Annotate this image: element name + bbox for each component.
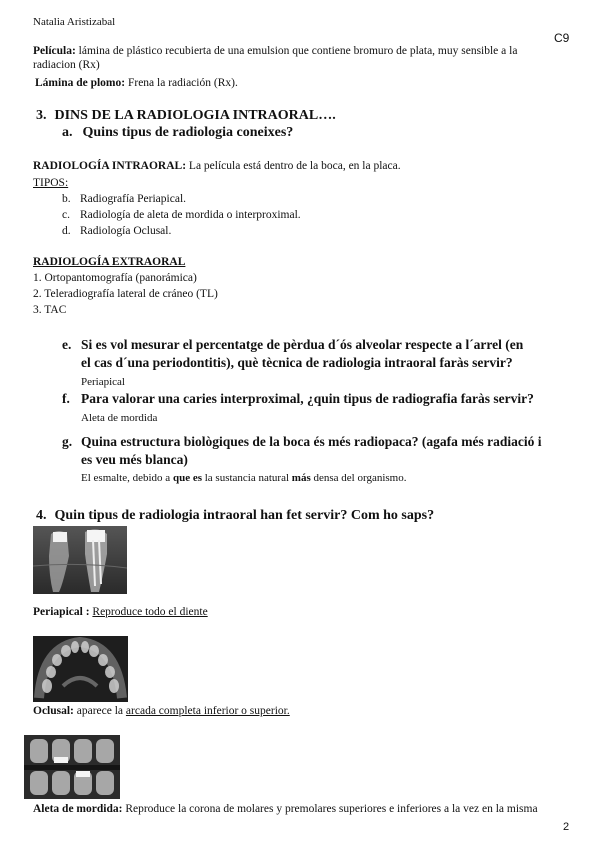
plomo-term: Lámina de plomo: [35,77,126,89]
periapical-xray-image [33,526,127,594]
list-item: 2. Teleradiografía lateral de cráneo (TL) [33,288,218,300]
pelicula-definition: Película: lámina de plástico recubierta de una emulsion que contiene bromuro de plata, muy sensible a la radiacion (Rx) [33,45,518,71]
list-item: 3. TAC [33,304,67,316]
bitewing-xray-image [24,735,120,799]
list-item: 1. Ortopantomografía (panorámica) [33,272,197,284]
page-number: 2 [563,821,570,833]
list-item: c. Radiología de aleta de mordida o interproximal. [62,209,301,221]
extraoral-list [33,271,218,319]
section4-heading: 4. Quin tipus de radiologia intraoral han fet servir? Com ho saps? [36,508,435,523]
bitewing-caption: Aleta de mordida: Reproduce la corona de molares y premolares superiores e inferiores a la vez en la misma [33,803,538,815]
pelicula-term: Película: [33,45,76,57]
answer-f: Aleta de mordida [81,412,158,424]
question-g: g. Quina estructura biològiques de la boca és més radiopaca? (agafa més radiació i es veu més blanca) [62,434,542,467]
question-a: a. Quins tipus de radiologia coneixes? [62,125,294,140]
question-e: e. Si es vol mesurar el percentatge de pèrdua d´ós alveolar respecte a l´arrel (en el cas d´una periodontitis), què tècnica de radiologia intraoral faràs servir? [62,337,524,370]
occlusal-xray-graphic [33,636,128,702]
extraoral-heading: RADIOLOGÍA EXTRAORAL [33,256,186,268]
author-name: Natalia Aristizabal [33,16,116,28]
answer-g: El esmalte, debido a que es la sustancia natural más densa del organismo. [81,472,407,484]
answer-e: Periapical [81,376,125,388]
occlusal-xray-image [33,636,128,702]
question-f: f. Para valorar una caries interproximal, ¿quin tipus de radiografia faràs servir? [62,391,534,406]
list-item: b. Radiografía Periapical. [62,193,187,205]
bitewing-xray-graphic [24,735,120,799]
page-code: C9 [554,31,570,45]
plomo-definition: Lámina de plomo: Frena la radiación (Rx). [35,77,238,89]
periapical-xray-graphic [33,526,127,594]
periapical-caption: Periapical : Reproduce todo el diente [33,606,208,618]
intraoral-definition: RADIOLOGÍA INTRAORAL: La película está dentro de la boca, en la placa. [33,160,401,172]
occlusal-caption: Oclusal: aparece la arcada completa inferior o superior. [33,705,290,717]
tipos-list [62,192,301,240]
tipos-label: TIPOS: [33,177,69,189]
section3-heading: 3. DINS DE LA RADIOLOGIA INTRAORAL…. [36,108,336,123]
list-item: d. Radiología Oclusal. [62,225,172,237]
